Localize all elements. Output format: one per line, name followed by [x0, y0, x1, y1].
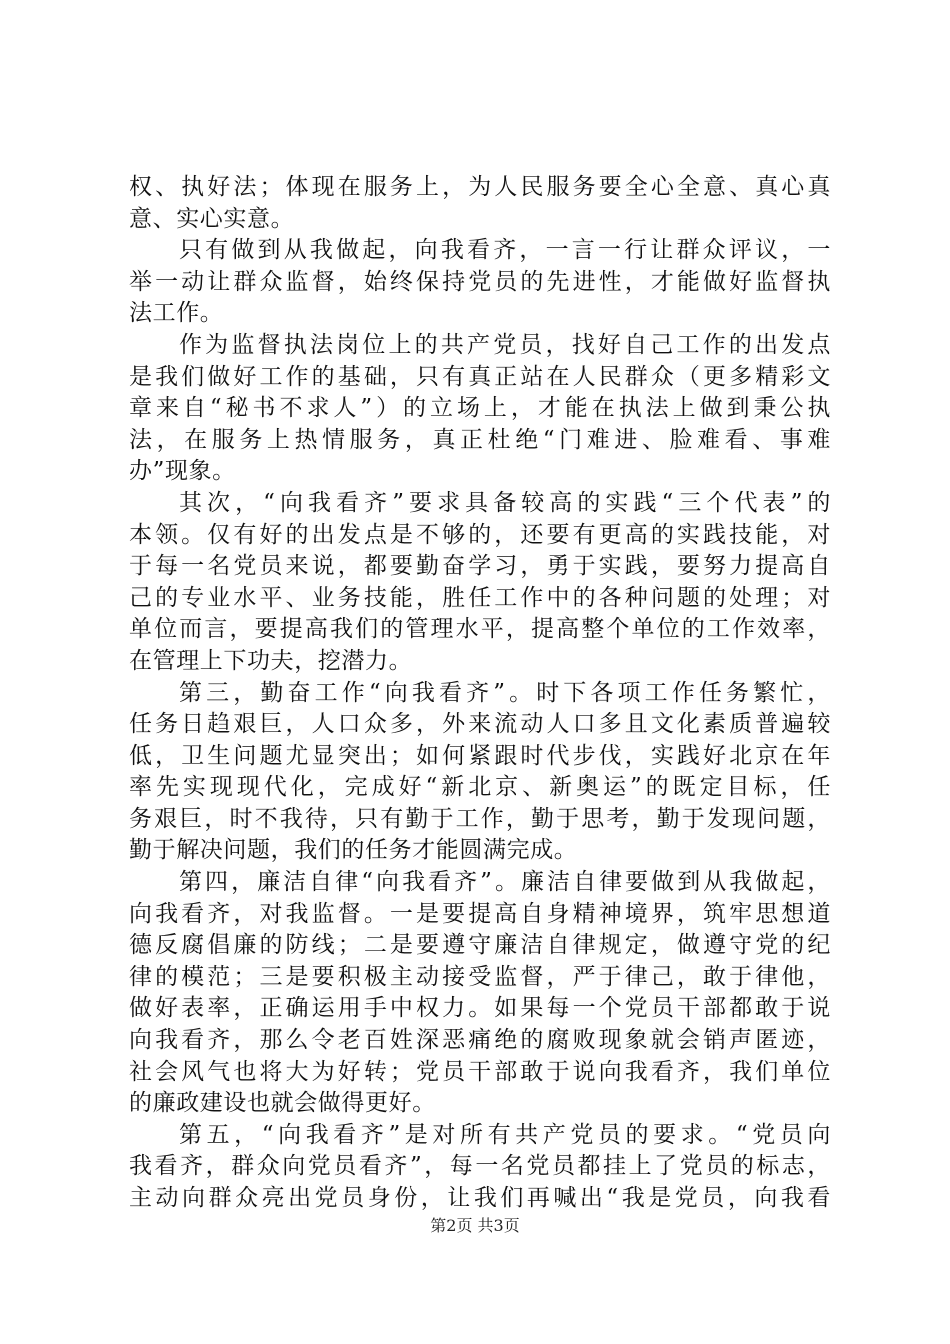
text-line: 勤于解决问题，我们的任务才能圆满完成。	[129, 837, 578, 864]
text-line: 任务日趋艰巨，人口众多，外来流动人口多且文化素质普遍较	[129, 711, 831, 738]
text-line: 法工作。	[129, 300, 224, 327]
text-line: 意、实心实意。	[129, 205, 295, 232]
page-footer: 第2页 共3页	[430, 1216, 520, 1235]
text-line: 办”现象。	[129, 458, 236, 485]
text-line: 的廉政建设也就会做得更好。	[129, 1090, 436, 1117]
text-line: 己的专业水平、业务技能，胜任工作中的各种问题的处理；对	[129, 584, 831, 611]
text-line: 法，在服务上热情服务，真正杜绝“门难进、脸难看、事难	[129, 426, 831, 453]
text-line: 社会风气也将大为好转；党员干部敢于说向我看齐，我们单位	[129, 1058, 831, 1085]
text-line: 率先实现现代化，完成好“新北京、新奥运”的既定目标，任	[129, 774, 831, 801]
text-line: 第五，“向我看齐”是对所有共产党员的要求。“党员向	[179, 1121, 831, 1148]
text-line: 只有做到从我做起，向我看齐，一言一行让群众评议，一	[179, 237, 831, 264]
text-line: 单位而言，要提高我们的管理水平，提高整个单位的工作效率，	[129, 616, 831, 643]
text-line: 向我看齐，那么令老百姓深恶痛绝的腐败现象就会销声匿迹，	[129, 1027, 831, 1054]
text-line: 权、执好法；体现在服务上，为人民服务要全心全意、真心真	[129, 174, 831, 200]
text-line: 主动向群众亮出党员身份，让我们再喊出“我是党员，向我看	[129, 1185, 831, 1211]
text-line: 第四，廉洁自律“向我看齐”。廉洁自律要做到从我做起，	[179, 869, 831, 896]
text-line: 德反腐倡廉的防线；二是要遵守廉洁自律规定，做遵守党的纪	[129, 932, 831, 959]
text-line: 其次，“向我看齐”要求具备较高的实践“三个代表”的	[179, 489, 831, 516]
text-line: 于每一名党员来说，都要勤奋学习，勇于实践，要努力提高自	[129, 553, 831, 580]
text-line: 做好表率，正确运用手中权力。如果每一个党员干部都敢于说	[129, 995, 831, 1022]
text-line: 是我们做好工作的基础，只有真正站在人民群众（更多精彩文	[129, 363, 831, 390]
text-line: 第三，勤奋工作“向我看齐”。时下各项工作任务繁忙，	[179, 679, 831, 706]
text-line: 向我看齐，对我监督。一是要提高自身精神境界，筑牢思想道	[129, 900, 831, 927]
text-line: 低，卫生问题尤显突出；如何紧跟时代步伐，实践好北京在年	[129, 742, 831, 769]
text-line: 作为监督执法岗位上的共产党员，找好自己工作的出发点	[179, 331, 831, 358]
text-line: 务艰巨，时不我待，只有勤于工作，勤于思考，勤于发现问题，	[129, 805, 831, 832]
document-body	[129, 172, 831, 1215]
text-line: 本领。仅有好的出发点是不够的，还要有更高的实践技能，对	[129, 521, 831, 548]
text-line: 在管理上下功夫，挖潜力。	[129, 647, 413, 674]
text-line: 章来自“秘书不求人”）的立场上，才能在执法上做到秉公执	[129, 395, 831, 422]
text-line: 举一动让群众监督，始终保持党员的先进性，才能做好监督执	[129, 268, 831, 295]
text-line: 我看齐，群众向党员看齐”，每一名党员都挂上了党员的标志，	[129, 1153, 831, 1180]
text-line: 律的模范；三是要积极主动接受监督，严于律己，敢于律他，	[129, 963, 831, 990]
